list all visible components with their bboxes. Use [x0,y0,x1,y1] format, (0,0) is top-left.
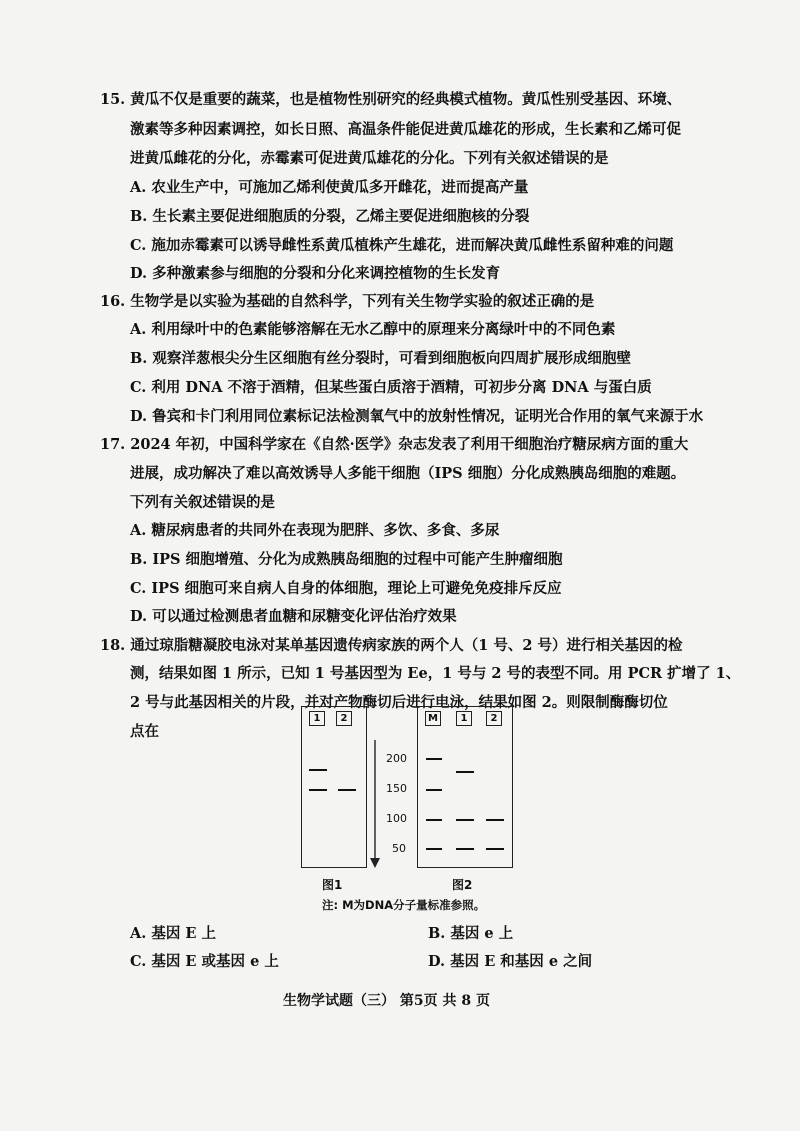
fig1-lane-label-2: 2 [336,711,352,726]
q18-stem-line-1: 18. 通过琼脂糖凝胶电泳对某单基因遗传病家族的两个人（1 号、2 号）进行相关基因的检 [100,637,683,654]
q15-stem-line-2: 激素等多种因素调控，如长日照、高温条件能促进黄瓜雄花的形成，生长素和乙烯可促 [130,121,681,138]
marker-size-100: 100 [386,812,407,825]
q15-option-b: B. 生长素主要促进细胞质的分裂，乙烯主要促进细胞核的分裂 [130,208,530,225]
q17-stem-line-2: 进展，成功解决了难以高效诱导人多能干细胞（IPS 细胞）分化成熟胰岛细胞的难题。 [130,465,686,482]
fig1-lane1-band-upper [309,769,327,771]
q16-option-b: B. 观察洋葱根尖分生区细胞有丝分裂时，可看到细胞板向四周扩展形成细胞壁 [130,350,631,367]
page-footer: 生物学试题（三） 第5页 共 8 页 [283,993,490,1009]
q18-option-d: D. 基因 E 和基因 e 之间 [428,953,593,970]
q17-option-d: D. 可以通过检测患者血糖和尿糖变化评估治疗效果 [130,608,457,625]
marker-size-50: 50 [392,842,406,855]
q15-option-d: D. 多种激素参与细胞的分裂和分化来调控植物的生长发育 [130,265,501,282]
q17-option-c: C. IPS 细胞可来自病人自身的体细胞，理论上可避免免疫排斥反应 [130,580,562,597]
q16-option-c: C. 利用 DNA 不溶于酒精，但某些蛋白质溶于酒精，可初步分离 DNA 与蛋白质 [130,379,652,396]
q17-stem-line-3: 下列有关叙述错误的是 [130,494,275,511]
q18-option-c: C. 基因 E 或基因 e 上 [130,953,279,970]
fig2-marker-band-200 [426,758,442,760]
fig1-caption: 图1 [322,878,343,892]
fig1-lane-label-1: 1 [309,711,325,726]
gel-figure-2 [417,706,513,868]
marker-size-200: 200 [386,752,407,765]
q18-stem-line-3: 2 号与此基因相关的片段，并对产物酶切后进行电泳，结果如图 2。则限制酶酶切位 [130,694,668,711]
fig2-marker-band-100 [426,819,442,821]
q16-option-a: A. 利用绿叶中的色素能够溶解在无水乙醇中的原理来分离绿叶中的不同色素 [130,321,616,338]
q17-option-a: A. 糖尿病患者的共同外在表现为肥胖、多饮、多食、多尿 [130,522,500,539]
gel-figure-1 [301,706,367,868]
figure-note: 注: M为DNA分子量标准参照。 [322,898,486,912]
fig2-lane1-band-upper [456,771,474,773]
fig2-marker-band-150 [426,789,442,791]
fig2-lane2-band-100 [486,819,504,821]
fig2-lane1-band-50 [456,848,474,850]
fig2-lane-label-m: M [425,711,441,726]
fig2-lane-label-2: 2 [486,711,502,726]
q18-stem-line-2: 测，结果如图 1 所示，已知 1 号基因型为 Ee，1 号与 2 号的表型不同。用 PCR 扩增了 1、 [130,665,741,682]
q15-option-c: C. 施加赤霉素可以诱导雌性系黄瓜植株产生雄花，进而解决黄瓜雌性系留种难的问题 [130,237,674,254]
q17-stem-line-1: 17. 2024 年初，中国科学家在《自然·医学》杂志发表了利用干细胞治疗糖尿病方面的重大 [100,436,689,453]
q18-option-b: B. 基因 e 上 [428,925,514,942]
fig2-caption: 图2 [452,878,473,892]
fig2-lane2-band-50 [486,848,504,850]
fig1-lane2-band [338,789,356,791]
q15-option-a: A. 农业生产中，可施加乙烯利使黄瓜多开雌花，进而提高产量 [130,179,529,196]
q18-option-a: A. 基因 E 上 [130,925,216,942]
q15-stem-line-3: 进黄瓜雌花的分化，赤霉素可促进黄瓜雄花的分化。下列有关叙述错误的是 [130,150,609,167]
q16-option-d: D. 鲁宾和卡门利用同位素标记法检测氧气中的放射性情况，证明光合作用的氧气来源于水 [130,408,704,425]
q16-stem-line-1: 16. 生物学是以实验为基础的自然科学，下列有关生物学实验的叙述正确的是 [100,293,595,310]
migration-arrow-icon [368,740,382,870]
fig2-marker-band-50 [426,848,442,850]
q15-stem-line-1: 15. 黄瓜不仅是重要的蔬菜，也是植物性别研究的经典模式植物。黄瓜性别受基因、环境、 [100,91,682,108]
fig1-lane1-band-lower [309,789,327,791]
fig2-lane-label-1: 1 [456,711,472,726]
q18-stem-line-4: 点在 [130,723,159,740]
fig2-lane1-band-100 [456,819,474,821]
marker-size-150: 150 [386,782,407,795]
q17-option-b: B. IPS 细胞增殖、分化为成熟胰岛细胞的过程中可能产生肿瘤细胞 [130,551,563,568]
